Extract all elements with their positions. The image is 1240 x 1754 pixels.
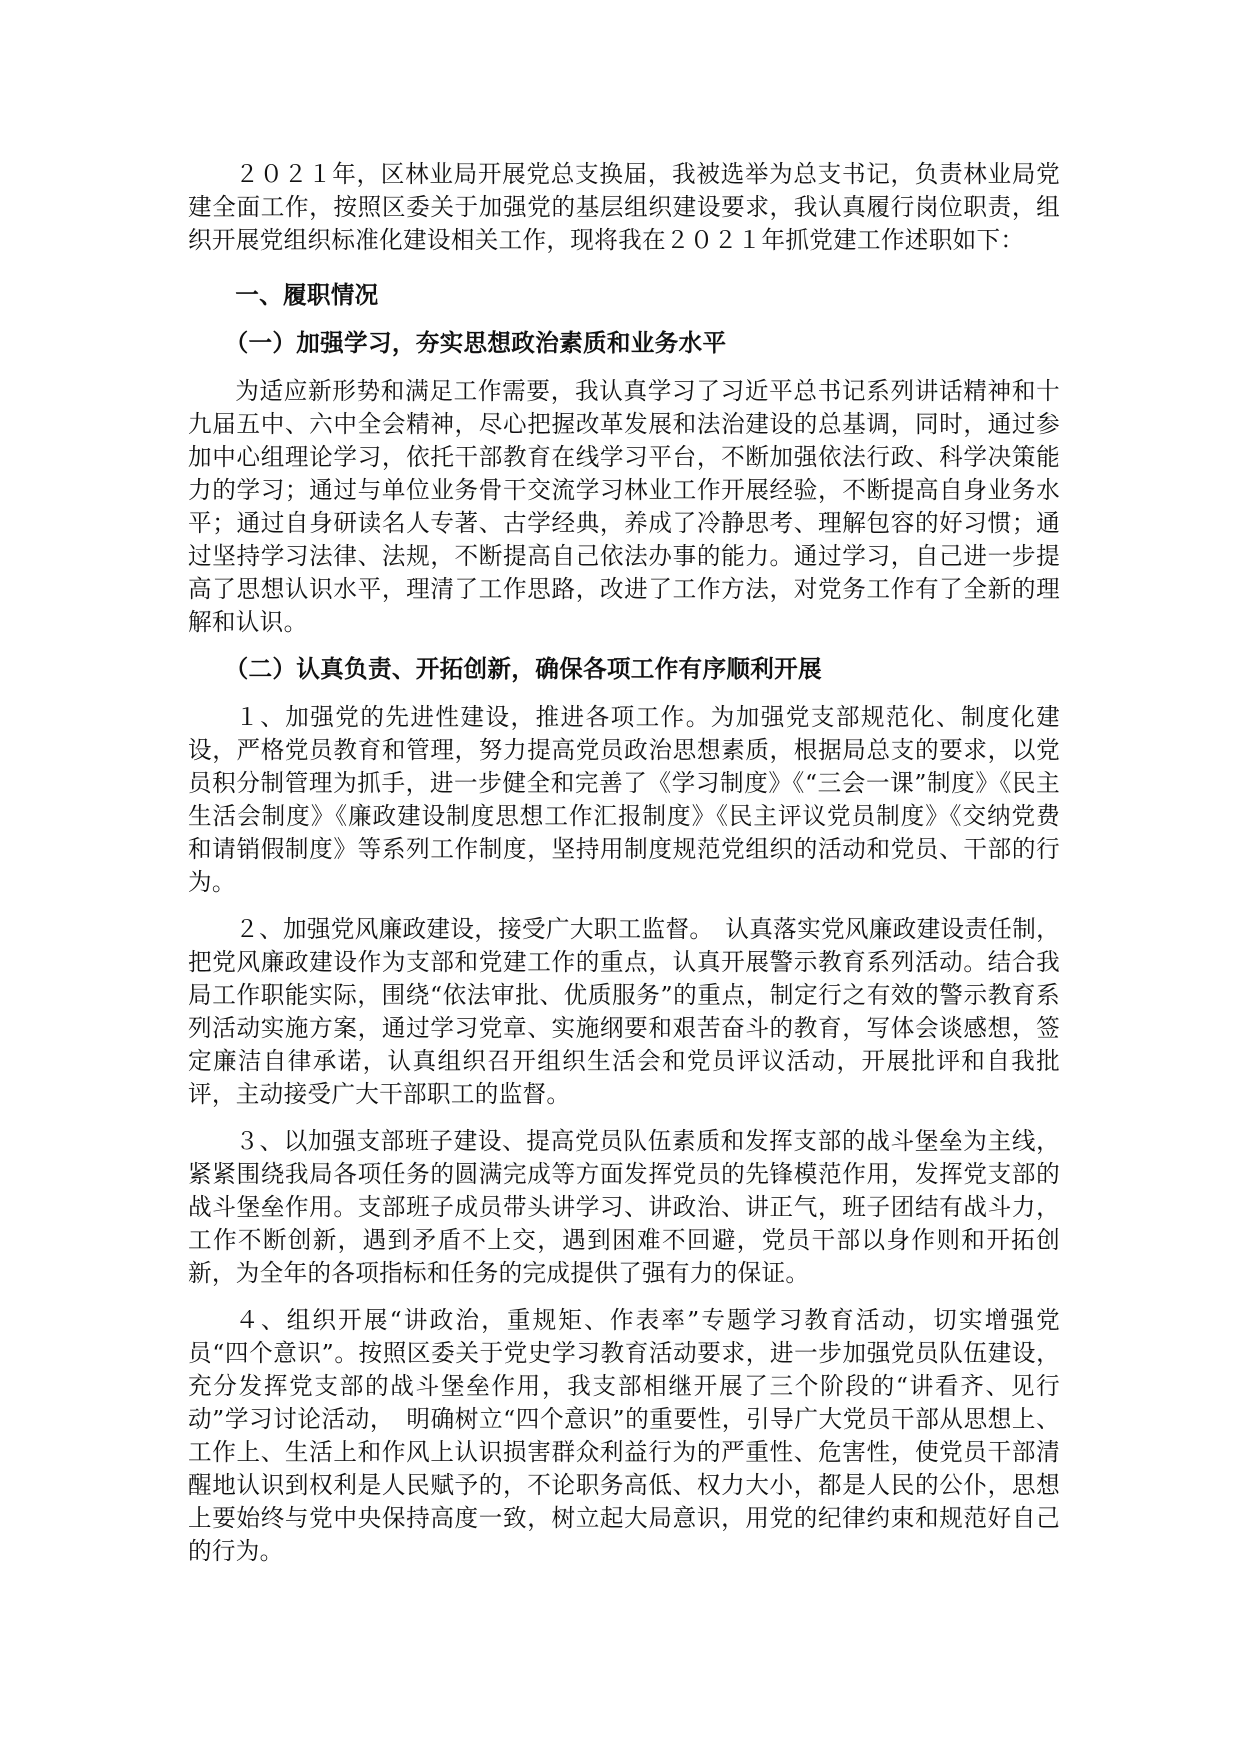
subsection-heading-study: （一）加强学习，夯实思想政治素质和业务水平 — [224, 329, 727, 357]
work-item-3: ３、以加强支部班子建设、提高党员队伍素质和发挥支部的战斗堡垒为主线，紧紧围绕我局各项任务的圆满完成等方面发挥党员的先锋模范作用，发挥党支部的战斗堡垒作用。支部班子成员带头讲学习、讲政治、讲正气，班子团结有战斗力，工作不断创新，遇到矛盾不上交，遇到困难不回避，党员干部以身作则和开拓创新，为全年的各项指标和任务的完成提供了强有力的保证。 — [188, 1127, 1060, 1287]
intro-paragraph: ２０２１年，区林业局开展党总支换届，我被选举为总支书记，负责林业局党建全面工作，按照区委关于加强党的基层组织建设要求，我认真履行岗位职责，组织开展党组织标准化建设相关工作，现将我在２０２１年抓党建工作述职如下： — [188, 160, 1060, 254]
document-body — [188, 158, 1060, 1582]
work-item-2: ２、加强党风廉政建设，接受广大职工监督。 认真落实党风廉政建设责任制，把党风廉政建设作为支部和党建工作的重点，认真开展警示教育系列活动。结合我局工作职能实际，围绕“依法审批、优质服务”的重点，制定行之有效的警示教育系列活动实施方案，通过学习党章、实施纲要和艰苦奋斗的教育，写体会谈感想，签定廉洁自律承诺，认真组织召开组织生活会和党员评议活动，开展批评和自我批评，主动接受广大干部职工的监督。 — [188, 915, 1060, 1108]
section-heading-performance: 一、履职情况 — [235, 281, 379, 309]
work-item-4: ４、组织开展“讲政治，重规矩、作表率”专题学习教育活动，切实增强党员“四个意识”。按照区委关于党史学习教育活动要求，进一步加强党员队伍建设，充分发挥党支部的战斗堡垒作用，我支部相继开展了三个阶段的“讲看齐、见行动”学习讨论活动， 明确树立“四个意识”的重要性，引导广大党员干部从思想上、工作上、生活上和作风上认识损害群众利益行为的严重性、危害性，使党员干部清醒地认识到权利是人民赋予的，不论职务高低、权力大小，都是人民的公仆，思想上要始终与党中央保持高度一致，树立起大局意识，用党的纪律约束和规范好自己的行为。 — [188, 1306, 1060, 1565]
subsection-heading-work: （二）认真负责、开拓创新，确保各项工作有序顺利开展 — [224, 655, 822, 683]
study-paragraph: 为适应新形势和满足工作需要，我认真学习了习近平总书记系列讲话精神和十九届五中、六中全会精神，尽心把握改革发展和法治建设的总基调，同时，通过参加中心组理论学习，依托干部教育在线学习平台，不断加强依法行政、科学决策能力的学习；通过与单位业务骨干交流学习林业工作开展经验，不断提高自身业务水平；通过自身研读名人专著、古学经典，养成了冷静思考、理解包容的好习惯；通过坚持学习法律、法规，不断提高自己依法办事的能力。通过学习，自己进一步提高了思想认识水平，理清了工作思路，改进了工作方法，对党务工作有了全新的理解和认识。 — [188, 377, 1060, 636]
work-item-1: １、加强党的先进性建设，推进各项工作。为加强党支部规范化、制度化建设，严格党员教育和管理，努力提高党员政治思想素质，根据局总支的要求，以党员积分制管理为抓手，进一步健全和完善了《学习制度》《“三会一课”制度》《民主生活会制度》《廉政建设制度思想工作汇报制度》《民主评议党员制度》《交纳党费和请销假制度》等系列工作制度，坚持用制度规范党组织的活动和党员、干部的行为。 — [188, 703, 1060, 896]
